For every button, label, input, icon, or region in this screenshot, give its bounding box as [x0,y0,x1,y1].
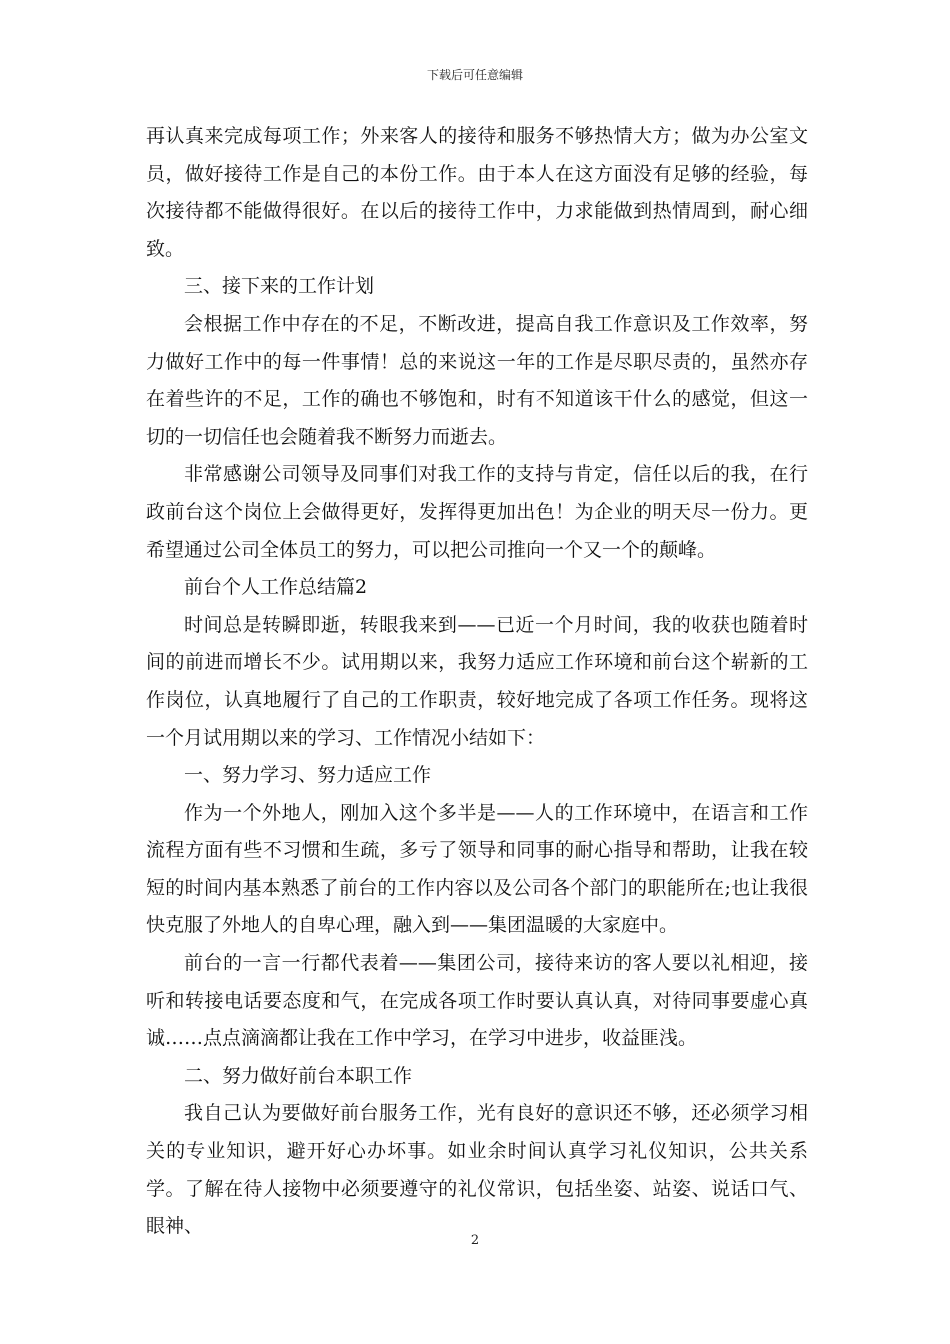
document-body [146,118,808,1246]
paragraph: 非常感谢公司领导及同事们对我工作的支持与肯定，信任以后的我，在行政前台这个岗位上会做得更好，发挥得更加出色！为企业的明天尽一份力。更希望通过公司全体员工的努力，可以把公司推向一个又一个的颠峰。 [146,463,808,561]
section-heading-front-desk-duty: 二、努力做好前台本职工作 [184,1064,413,1087]
section-heading-study-adapt: 一、努力学习、努力适应工作 [184,764,432,787]
paragraph: 时间总是转瞬即逝，转眼我来到——已近一个月时间，我的收获也随着时间的前进而增长不少。试用期以来，我努力适应工作环境和前台这个崭新的工作岗位，认真地履行了自己的工作职责，较好地完成了各项工作任务。现将这一个月试用期以来的学习、工作情况小结如下： [146,613,808,749]
page-header-note: 下载后可任意编辑 [426,68,523,82]
section-heading-work-plan: 三、接下来的工作计划 [184,275,375,298]
page-number: 2 [470,1233,480,1248]
article-title-part-2: 前台个人工作总结篇2 [184,576,368,599]
paragraph: 作为一个外地人，刚加入这个多半是——人的工作环境中，在语言和工作流程方面有些不习惯和生疏，多亏了领导和同事的耐心指导和帮助，让我在较短的时间内基本熟悉了前台的工作内容以及公司各个部门的职能所在;也让我很快克服了外地人的自卑心理，融入到——集团温暖的大家庭中。 [146,801,808,937]
paragraph-continued: 再认真来完成每项工作；外来客人的接待和服务不够热情大方；做为办公室文员，做好接待工作是自己的本份工作。由于本人在这方面没有足够的经验，每次接待都不能做得很好。在以后的接待工作中，力求能做到热情周到，耐心细致。 [146,125,808,260]
paragraph: 会根据工作中存在的不足，不断改进，提高自我工作意识及工作效率，努力做好工作中的每一件事情！总的来说这一年的工作是尽职尽责的，虽然亦存在着些许的不足，工作的确也不够饱和，时有不知道该干什么的感觉，但这一切的一切信任也会随着我不断努力而逝去。 [146,312,808,448]
paragraph: 我自己认为要做好前台服务工作，光有良好的意识还不够，还必须学习相关的专业知识，避开好心办坏事。如业余时间认真学习礼仪知识，公共关系学。了解在待人接物中必须要遵守的礼仪常识，包括坐姿、站姿、说话口气、眼神、 [146,1102,808,1238]
paragraph: 前台的一言一行都代表着——集团公司，接待来访的客人要以礼相迎，接听和转接电话要态度和气，在完成各项工作时要认真认真，对待同事要虚心真诚……点点滴滴都让我在工作中学习，在学习中进步，收益匪浅。 [146,952,808,1050]
